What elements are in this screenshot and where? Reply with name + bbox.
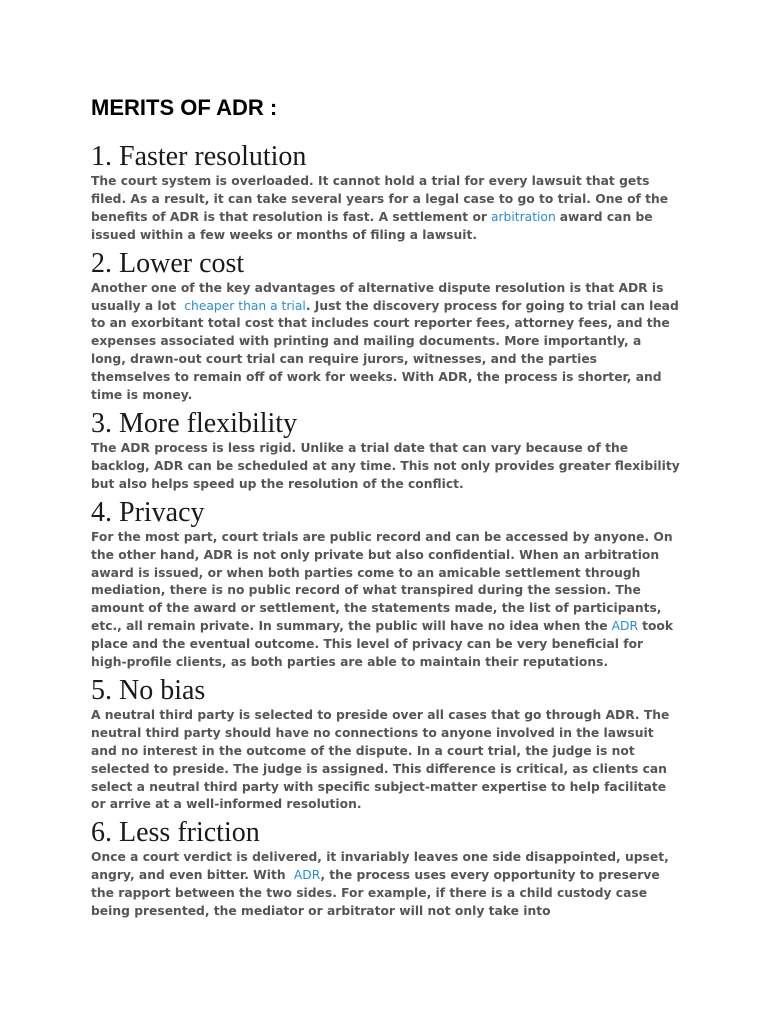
section-privacy xyxy=(91,497,680,672)
section-body xyxy=(91,529,680,672)
section-body: The ADR process is less rigid. Unlike a trial date that can vary because of the backlog, ADR can be scheduled at any time. This not only provides greater flexibility but also helps speed up the resolution of the conflict. xyxy=(91,440,680,491)
body-text: Once a court verdict is delivered, it invariably leaves one side disappointed, upset, angry, and even bitter. With xyxy=(91,850,669,883)
body-text: For the most part, court trials are public record and can be accessed by anyone. On the other hand, ADR is not only private but also confidential. When an arbitration award is issued, or when both parties come to an amicable settlement through mediation, there is no public record of what transpired during the session. The amount of the award or settlement, the statements made, the list of participants, etc., all remain private. In summary, the public will have no idea when the xyxy=(91,529,673,634)
section-body xyxy=(91,173,680,245)
section-heading: 3. More flexibility xyxy=(91,407,298,439)
arbitration-link[interactable]: arbitration xyxy=(490,209,556,224)
cheaper-than-trial-link[interactable]: cheaper than a trial xyxy=(184,298,306,313)
section-less-friction xyxy=(91,817,680,921)
body-text: took place and the eventual outcome. This level of privacy can be very beneficial for high-profile clients, as both parties are able to maintain their reputations. xyxy=(91,619,674,670)
section-body: A neutral third party is selected to preside over all cases that go through ADR. The neutral third party should have no connections to anyone involved in the lawsuit and no interest in the outcome of the dispute. In a court trial, the judge is not selected to preside. The judge is assigned. This difference is critical, as clients can select a neutral third party with specific subject-matter expertise to help facilitate or arrive at a well-informed resolution. xyxy=(91,707,670,812)
section-faster-resolution xyxy=(91,141,680,245)
section-body xyxy=(91,280,680,405)
page-title: MERITS OF ADR : xyxy=(91,95,278,120)
adr-link[interactable]: ADR xyxy=(293,868,321,883)
section-no-bias xyxy=(91,675,680,814)
section-heading: 5. No bias xyxy=(91,674,206,706)
section-heading: 1. Faster resolution xyxy=(91,141,307,172)
section-heading: 4. Privacy xyxy=(91,496,205,528)
section-body xyxy=(91,849,680,921)
body-text: award can be issued within a few weeks or months of filing a lawsuit. xyxy=(91,209,653,242)
section-lower-cost xyxy=(91,248,680,405)
body-text: The court system is overloaded. It cannot hold a trial for every lawsuit that gets filed. As a result, it can take several years for a legal case to go to trial. One of the benefits of ADR is that resolution is fast. A settlement or xyxy=(91,174,669,224)
body-text: , the process uses every opportunity to preserve the rapport between the two sides. For example, if there is a child custody case being presented, the mediator or arbitrator will not only take into xyxy=(91,868,660,919)
adr-link[interactable]: ADR xyxy=(611,619,639,634)
body-text: . Just the discovery process for going to trial can lead to an exorbitant total cost that includes court reporter fees, attorney fees, and the expenses associated with printing and mailing documents. More importantly, a long, drawn-out court trial can require jurors, witnesses, and the parties themselves to remain off of work for weeks. With ADR, the process is shorter, and time is money. xyxy=(91,298,679,403)
section-heading: 2. Lower cost xyxy=(91,247,245,279)
section-more-flexibility xyxy=(91,408,680,494)
body-text: Another one of the key advantages of alternative dispute resolution is that ADR is usually a lot xyxy=(91,280,664,313)
section-heading: 6. Less friction xyxy=(91,817,260,849)
